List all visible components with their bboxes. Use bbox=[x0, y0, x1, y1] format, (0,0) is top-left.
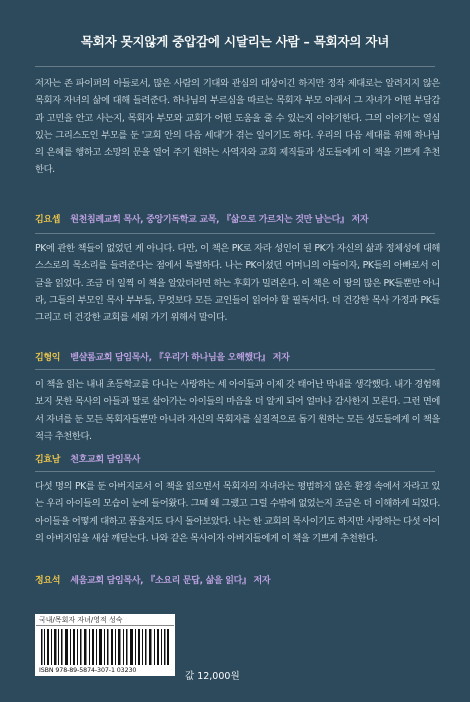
endorsement-author-3 bbox=[35, 452, 440, 465]
category-label: 국내/목회자 자녀/영적 성숙 bbox=[36, 615, 174, 626]
endorsement-text-4: 다섯 명의 PK를 둔 아버지로서 이 책을 읽으면서 목회자의 자녀라는 평범하지 않은 환경 속에서 자라고 있는 우리 아이들의 모습이 눈에 들어왔다. 그때 왜 그랬고 그럴 수밖에 없었는지 조금은 더 이해하게 되었다. 아이들을 어떻게 대하고 품을지도 다시 돌아보았다. 나는 한 교회의 목사이기도 하지만 사랑하는 다섯 아이의 아버지임을 새삼 깨닫는다. 나와 같은 목사이자 아버지들에게 이 책을 기쁘게 추천한다. bbox=[35, 481, 440, 544]
author-role: 세움교회 담임목사, 『소요리 문답, 삶을 읽다』 저자 bbox=[70, 576, 271, 586]
divider bbox=[35, 471, 435, 472]
endorsement-text-3: 이 책을 읽는 내내 초등학교를 다니는 사랑하는 세 아이들과 이제 갓 태어난 막내를 생각했다. 내가 경험해 보지 못한 목사의 아들과 딸로 살아가는 아이들의 마음을 더 알게 되어 얼마나 감사한지 모른다. 그런 면에서 자녀를 둔 모든 목회자들뿐만 아니라 자신의 목회자를 실질적으로 돕기 원하는 모든 성도들에게 이 책을 적극 추천한다. bbox=[35, 379, 440, 442]
divider bbox=[35, 233, 435, 234]
author-role: 천호교회 담임목사 bbox=[70, 455, 141, 465]
barcode-icon bbox=[39, 629, 171, 665]
author-role: 원천침례교회 목사, 중앙기독학교 교목, 『삶으로 가르치는 것만 남는다』 저자 bbox=[70, 215, 369, 225]
author-name: 김형익 bbox=[35, 353, 61, 363]
author-role: 벧샬롬교회 담임목사, 『우리가 하나님을 오해했다』 저자 bbox=[70, 353, 290, 363]
author-name: 김효남 bbox=[35, 455, 61, 465]
divider bbox=[35, 369, 435, 370]
barcode-box bbox=[35, 614, 175, 676]
author-name: 김요셉 bbox=[35, 215, 61, 225]
divider bbox=[35, 66, 435, 67]
isbn-number: ISBN 978-89-5874-307-1 03230 bbox=[39, 667, 137, 674]
endorsement-text-2: PK에 관한 책들이 없었던 게 아니다. 다만, 이 책은 PK로 자라 성인이 된 PK가 자신의 삶과 정체성에 대해 스스로의 목소리를 들려준다는 점에서 특별하다. 나는 PK이셨던 어머니의 아들이자, PK들의 아빠로서 이 글을 읽었다. 조금 더 일찍 이 책을 알았더라면 하는 후회가 밀려온다. 이 책은 이 땅의 많은 PK들뿐만 아니라, 그들의 부모인 목사 부부들, 무엇보다 모든 교인들이 읽어야 할 필독서다. 더 건강한 목사 가정과 PK들 그리고 더 건강한 교회를 세워 가기 위해서 말이다. bbox=[35, 243, 440, 324]
endorsement-author-4 bbox=[35, 573, 440, 586]
endorsement-text-1: 저자는 존 파이퍼의 아들로서, 많은 사람의 기대와 관심의 대상이긴 하지만 정작 제대로는 알려지지 않은 목회자 자녀의 삶에 대해 들려준다. 하나님의 부르심을 따르는 목회자 부모 아래서 그 자녀가 어떤 부담감과 고민을 안고 사는지, 목회자 부모와 교회가 어떤 도움을 줄 수 있는지 이야기한다. 그의 이야기는 열심 있는 그리스도인 부모를 둔 '교회 안의 다음 세대'가 겪는 일이기도 하다. 우리의 다음 세대를 위해 하나님의 은혜를 행하고 소망의 문을 열어 주기 원하는 사역자와 교회 제직들과 성도들에게 이 책을 기쁘게 추천한다. bbox=[35, 78, 440, 176]
endorsement-author-1 bbox=[35, 212, 440, 225]
endorsement-author-2 bbox=[35, 350, 440, 363]
author-name: 정요석 bbox=[35, 576, 61, 586]
headline: 목회자 못지않게 중압감에 시달리는 사람 – 목회자의 자녀 bbox=[80, 34, 390, 49]
price-label: 값 12,000원 bbox=[185, 671, 240, 682]
